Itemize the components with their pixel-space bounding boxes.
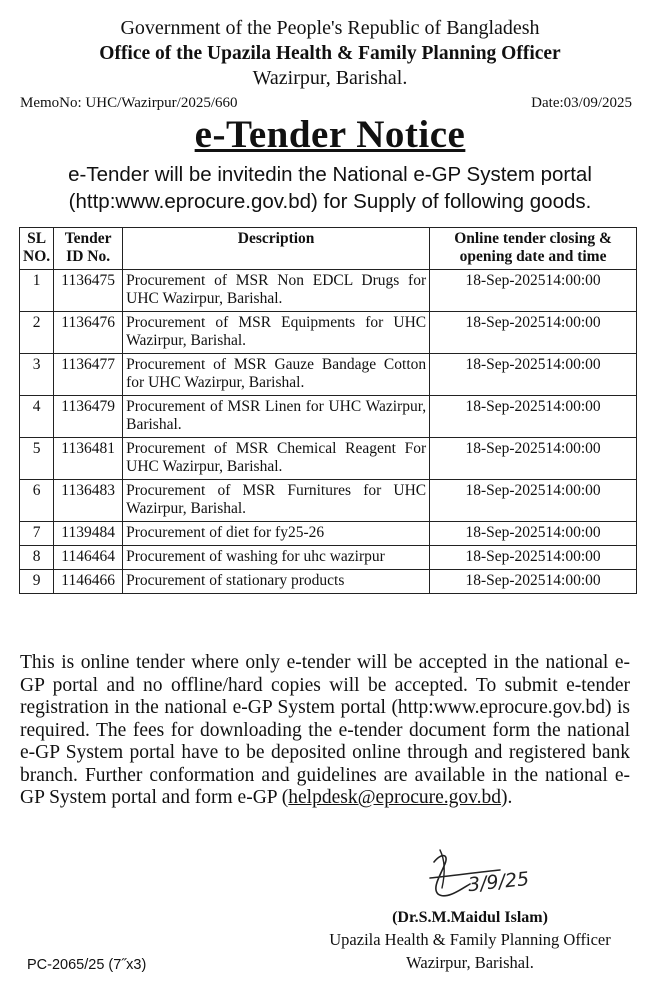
row-sl: 1 bbox=[20, 270, 54, 312]
header-date-line2: opening date and time bbox=[459, 248, 607, 265]
row-tender-id: 1136476 bbox=[54, 312, 123, 354]
table-row bbox=[20, 438, 637, 480]
tender-table bbox=[19, 227, 637, 594]
table-row bbox=[20, 570, 637, 594]
header-id-line2: ID No. bbox=[66, 248, 111, 265]
row-description: Procurement of MSR Chemical Reagent For UHC Wazirpur, Barishal. bbox=[123, 438, 430, 480]
header-sl-line1: SL bbox=[27, 230, 47, 247]
row-description: Procurement of stationary products bbox=[123, 570, 430, 594]
row-tender-id: 1139484 bbox=[54, 522, 123, 546]
table-row bbox=[20, 270, 637, 312]
row-sl: 6 bbox=[20, 480, 54, 522]
intro-line-2: (http:www.eprocure.gov.bd) for Supply of following goods. bbox=[68, 190, 592, 213]
table-row bbox=[20, 480, 637, 522]
pc-reference: PC-2065/25 (7˝x3) bbox=[27, 957, 147, 973]
row-sl: 9 bbox=[20, 570, 54, 594]
page-title: e-Tender Notice bbox=[194, 113, 466, 156]
row-closing-date: 18-Sep-202514:00:00 bbox=[430, 438, 637, 480]
row-tender-id: 1136475 bbox=[54, 270, 123, 312]
handwritten-signature bbox=[420, 848, 550, 903]
row-sl: 2 bbox=[20, 312, 54, 354]
helpdesk-email-link[interactable]: helpdesk@eprocure.gov.bd bbox=[288, 787, 501, 808]
table-row bbox=[20, 396, 637, 438]
header-tender-id bbox=[54, 228, 123, 270]
instructions-paragraph bbox=[20, 652, 630, 810]
row-tender-id: 1136481 bbox=[54, 438, 123, 480]
intro-line-1: e-Tender will be invitedin the National e-GP System portal bbox=[68, 163, 592, 186]
row-sl: 5 bbox=[20, 438, 54, 480]
row-tender-id: 1136479 bbox=[54, 396, 123, 438]
row-description: Procurement of washing for uhc wazirpur bbox=[123, 546, 430, 570]
signatory-address: Wazirpur, Barishal. bbox=[406, 953, 534, 972]
row-sl: 8 bbox=[20, 546, 54, 570]
header-government: Government of the People's Republic of Bangladesh bbox=[120, 17, 540, 39]
memo-date: Date:03/09/2025 bbox=[531, 95, 632, 111]
instructions-end: ). bbox=[501, 787, 513, 808]
header-closing-date bbox=[430, 228, 637, 270]
header-id-line1: Tender bbox=[64, 230, 112, 247]
table-row bbox=[20, 546, 637, 570]
row-tender-id: 1146466 bbox=[54, 570, 123, 594]
row-description: Procurement of MSR Furnitures for UHC Wazirpur, Barishal. bbox=[123, 480, 430, 522]
instructions-text: This is online tender where only e-tender will be accepted in the national e-GP portal and no offline/hard copies will be accepted. To submit e-tender registration in the national e-GP System portal (http:www.eprocure.gov.bd) is required. The fees for downloading the e-tender document form the national e-GP System portal have to be deposited online through and registered bank branch. Further conformation and guidelines are available in the national e-GP System portal and form e-GP ( bbox=[20, 652, 630, 808]
intro-text bbox=[20, 161, 640, 215]
table-row bbox=[20, 354, 637, 396]
row-description: Procurement of MSR Gauze Bandage Cotton for UHC Wazirpur, Barishal. bbox=[123, 354, 430, 396]
signatory-title: Upazila Health & Family Planning Officer bbox=[329, 930, 611, 949]
header-location: Wazirpur, Barishal. bbox=[252, 67, 408, 89]
table-row bbox=[20, 522, 637, 546]
table-row bbox=[20, 312, 637, 354]
row-closing-date: 18-Sep-202514:00:00 bbox=[430, 522, 637, 546]
row-closing-date: 18-Sep-202514:00:00 bbox=[430, 312, 637, 354]
table-header-row bbox=[20, 228, 637, 270]
row-sl: 7 bbox=[20, 522, 54, 546]
signature-date: 3/9/25 bbox=[467, 867, 531, 897]
row-closing-date: 18-Sep-202514:00:00 bbox=[430, 396, 637, 438]
header-date-line1: Online tender closing & bbox=[454, 230, 612, 247]
row-tender-id: 1146464 bbox=[54, 546, 123, 570]
row-closing-date: 18-Sep-202514:00:00 bbox=[430, 570, 637, 594]
row-description: Procurement of MSR Non EDCL Drugs for UHC Wazirpur, Barishal. bbox=[123, 270, 430, 312]
header-sl bbox=[20, 228, 54, 270]
signatory-name: (Dr.S.M.Maidul Islam) bbox=[392, 909, 548, 926]
row-sl: 3 bbox=[20, 354, 54, 396]
row-tender-id: 1136477 bbox=[54, 354, 123, 396]
row-tender-id: 1136483 bbox=[54, 480, 123, 522]
row-closing-date: 18-Sep-202514:00:00 bbox=[430, 354, 637, 396]
header-description: Description bbox=[123, 228, 430, 270]
row-description: Procurement of diet for fy25-26 bbox=[123, 522, 430, 546]
row-sl: 4 bbox=[20, 396, 54, 438]
header-office: Office of the Upazila Health & Family Planning Officer bbox=[99, 43, 561, 64]
header-sl-line2: NO. bbox=[23, 248, 51, 265]
row-description: Procurement of MSR Equipments for UHC Wazirpur, Barishal. bbox=[123, 312, 430, 354]
row-closing-date: 18-Sep-202514:00:00 bbox=[430, 480, 637, 522]
row-closing-date: 18-Sep-202514:00:00 bbox=[430, 270, 637, 312]
row-description: Procurement of MSR Linen for UHC Wazirpur, Barishal. bbox=[123, 396, 430, 438]
row-closing-date: 18-Sep-202514:00:00 bbox=[430, 546, 637, 570]
memo-number: MemoNo: UHC/Wazirpur/2025/660 bbox=[20, 95, 238, 111]
